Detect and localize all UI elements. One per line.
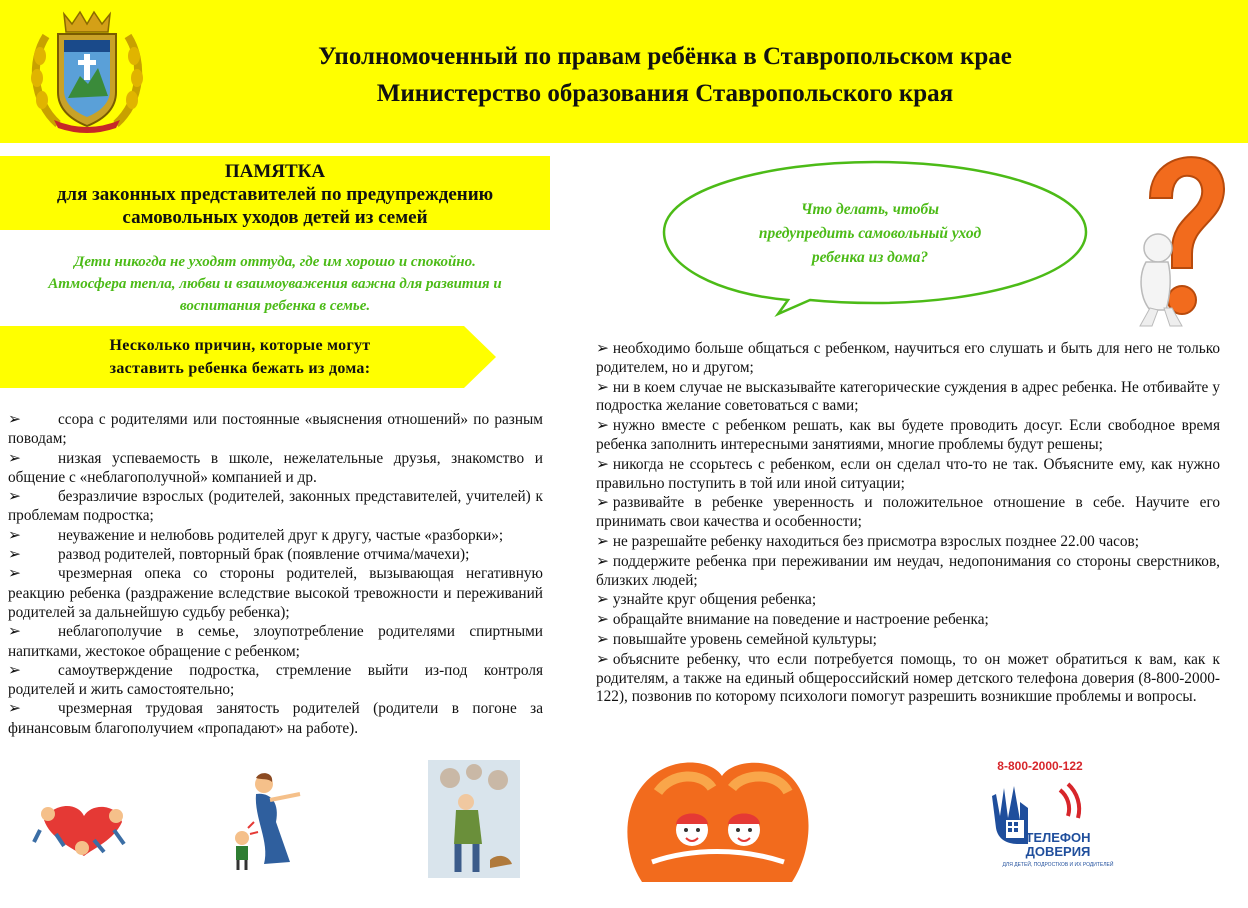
arrow-bullet-icon: ➢	[8, 488, 21, 506]
reason-text: неблагополучие в семье, злоупотребление родителями спиртными напитками, жестокое обращение с ребенком;	[8, 623, 543, 660]
header-title-line2: Министерство образования Ставропольского края	[376, 80, 954, 107]
scolding-mother-illustration	[230, 772, 320, 872]
helpline-logo	[972, 756, 1114, 876]
intro-quote-line1: Дети никогда не уходят оттуда, где им хорошо и спокойно.	[74, 254, 476, 270]
hotline-tagline: ДЛЯ ДЕТЕЙ, ПОДРОСТКОВ И ИХ РОДИТЕЛЕЙ	[1002, 862, 1114, 868]
arrow-bullet-icon: ➢	[596, 455, 609, 473]
reasons-heading-line2: заставить ребенка бежать из дома:	[109, 360, 371, 377]
tip-text: нужно вместе с ребенком решать, как вы будете проводить досуг. Если свободное время ребенка заполнить интересными занятиями, многие проблемы будут решены;	[596, 417, 1220, 453]
arrow-bullet-icon: ➢	[8, 449, 21, 467]
arrow-bullet-icon: ➢	[8, 526, 21, 544]
reasons-heading-line1: Несколько причин, которые могут	[109, 337, 371, 354]
tip-text: никогда не ссорьтесь с ребенком, если он сделал что-то не так. Объясните ему, как нужно правильно поступить в той или иной ситуации;	[596, 455, 1220, 492]
question-mark-figure-illustration	[1120, 150, 1230, 330]
arrow-bullet-icon: ➢	[596, 378, 609, 396]
running-kids-illustration	[34, 790, 130, 862]
reason-text: чрезмерная трудовая занятость родителей (родители в погоне за финансовым благополучием «пропадают» на работе).	[8, 700, 543, 737]
reason-text: ссора с родителями или постоянные «выяснения отношений» по разным поводам;	[8, 411, 543, 448]
stavropol-coat-of-arms-logo	[28, 6, 146, 134]
memo-subtitle-line2: самовольных уходов детей из семей	[122, 207, 428, 228]
reason-item	[8, 545, 543, 564]
bubble-question-line2: предупредить самовольный уход	[758, 225, 982, 242]
reason-item	[8, 699, 543, 738]
arrow-bullet-icon: ➢	[596, 650, 609, 668]
header-title-line1: Уполномоченный по правам ребёнка в Ставропольском крае	[318, 43, 1012, 70]
memo-title-box	[0, 156, 550, 230]
arrow-bullet-icon: ➢	[8, 623, 21, 641]
arrow-bullet-icon: ➢	[8, 546, 21, 564]
reason-item	[8, 622, 543, 661]
tip-text: объясните ребенку, что если потребуется помощь, то он может обратиться к вам, как к родителям, а также на единый общероссийский номер детского телефона доверия (8-800-2000-122), позвонив по которому психологи помогут разрешить возникшие проблемы и вопросы.	[596, 650, 1220, 706]
arrow-bullet-icon: ➢	[596, 552, 609, 570]
tip-item	[596, 591, 1220, 610]
tip-item	[596, 533, 1220, 552]
tip-item	[596, 611, 1220, 630]
intro-quote-line2: Атмосфера тепла, любви и взаимоуважения важна для развития и воспитания ребенка в семье.	[48, 276, 502, 314]
reason-item	[8, 564, 543, 622]
tip-text: необходимо больше общаться с ребенком, научиться его слушать и быть для него не только родителем, но и другом;	[596, 340, 1220, 376]
tip-text: развивайте в ребенке уверенность и положительное отношение в себе. Научите его принимать свои качества и особенности;	[596, 494, 1220, 531]
reason-text: самоутверждение подростка, стремление выйти из-под контроля родителей и жить самостоятельно;	[8, 661, 543, 699]
arrow-bullet-icon: ➢	[596, 417, 609, 435]
reason-item	[8, 661, 543, 700]
arrow-bullet-icon: ➢	[596, 532, 609, 550]
tip-item	[596, 651, 1220, 707]
bubble-question-line1: Что делать, чтобы	[800, 201, 940, 218]
bubble-question-line3: ребенка из дома?	[811, 249, 929, 266]
tip-text: повышайте уровень семейной культуры;	[612, 630, 877, 648]
bubble-question	[700, 198, 1040, 270]
sad-teen-with-arguing-parents-illustration	[428, 760, 520, 878]
arrow-bullet-icon: ➢	[596, 494, 609, 512]
arrow-bullet-icon: ➢	[8, 700, 21, 718]
hotline-number: 8-800-2000-122	[997, 759, 1083, 773]
memo-title: ПАМЯТКА	[224, 161, 326, 182]
header-title	[160, 38, 1170, 112]
tip-text: обращайте внимание на поведение и настроение ребенка;	[612, 611, 989, 629]
reason-item	[8, 487, 543, 526]
hotline-name-line2: ДОВЕРИЯ	[1025, 844, 1091, 859]
reason-item	[8, 410, 543, 449]
memo-subtitle-line1: для законных представителей по предупреждению	[56, 184, 494, 205]
arrow-bullet-icon: ➢	[8, 411, 21, 428]
reason-text: развод родителей, повторный брак (появление отчима/мачехи);	[58, 546, 470, 564]
reason-text: низкая успеваемость в школе, нежелательные друзья, знакомство и общение с «неблагополучной» компанией и др.	[8, 449, 543, 486]
tip-item	[596, 631, 1220, 650]
hotline-name-line1: ТЕЛЕФОН	[1025, 830, 1091, 845]
arrow-bullet-icon: ➢	[596, 340, 609, 357]
arrow-bullet-icon: ➢	[596, 611, 609, 629]
tip-item	[596, 379, 1220, 417]
tip-item	[596, 340, 1220, 378]
tip-text: ни в коем случае не высказывайте категорические суждения в адрес ребенка. Не отбивайте у подростка желание советоваться с вами;	[596, 378, 1220, 415]
reason-item	[8, 526, 543, 545]
reason-item	[8, 449, 543, 488]
tip-item	[596, 417, 1220, 455]
arrow-bullet-icon: ➢	[596, 630, 609, 648]
tip-text: поддержите ребенка при переживании им неудач, недопонимания со стороны сверстников, близких людей;	[596, 552, 1220, 589]
tip-item	[596, 494, 1220, 532]
reasons-list	[8, 410, 543, 738]
family-hug-illustration	[612, 752, 822, 890]
reason-text: неуважение и нелюбовь родителей друг к другу, частые «разборки»;	[58, 526, 504, 544]
reason-text: безразличие взрослых (родителей, законных представителей, учителей) к проблемам подростка;	[8, 488, 543, 525]
tips-list	[596, 340, 1220, 708]
reasons-heading	[10, 334, 470, 380]
intro-quote	[8, 251, 542, 317]
tip-item	[596, 456, 1220, 494]
reason-text: чрезмерная опека со стороны родителей, вызывающая негативную реакцию ребенка (раздражение вследствие высокой тревожности и переживаний родителей за дальнейшую судьбу ребенка);	[8, 565, 543, 621]
tip-text: узнайте круг общения ребенка;	[612, 591, 817, 609]
arrow-bullet-icon: ➢	[8, 565, 21, 583]
tip-text: не разрешайте ребенку находиться без присмотра взрослых позднее 22.00 часов;	[612, 532, 1140, 550]
tip-item	[596, 553, 1220, 591]
arrow-bullet-icon: ➢	[8, 661, 21, 679]
arrow-bullet-icon: ➢	[596, 591, 609, 609]
